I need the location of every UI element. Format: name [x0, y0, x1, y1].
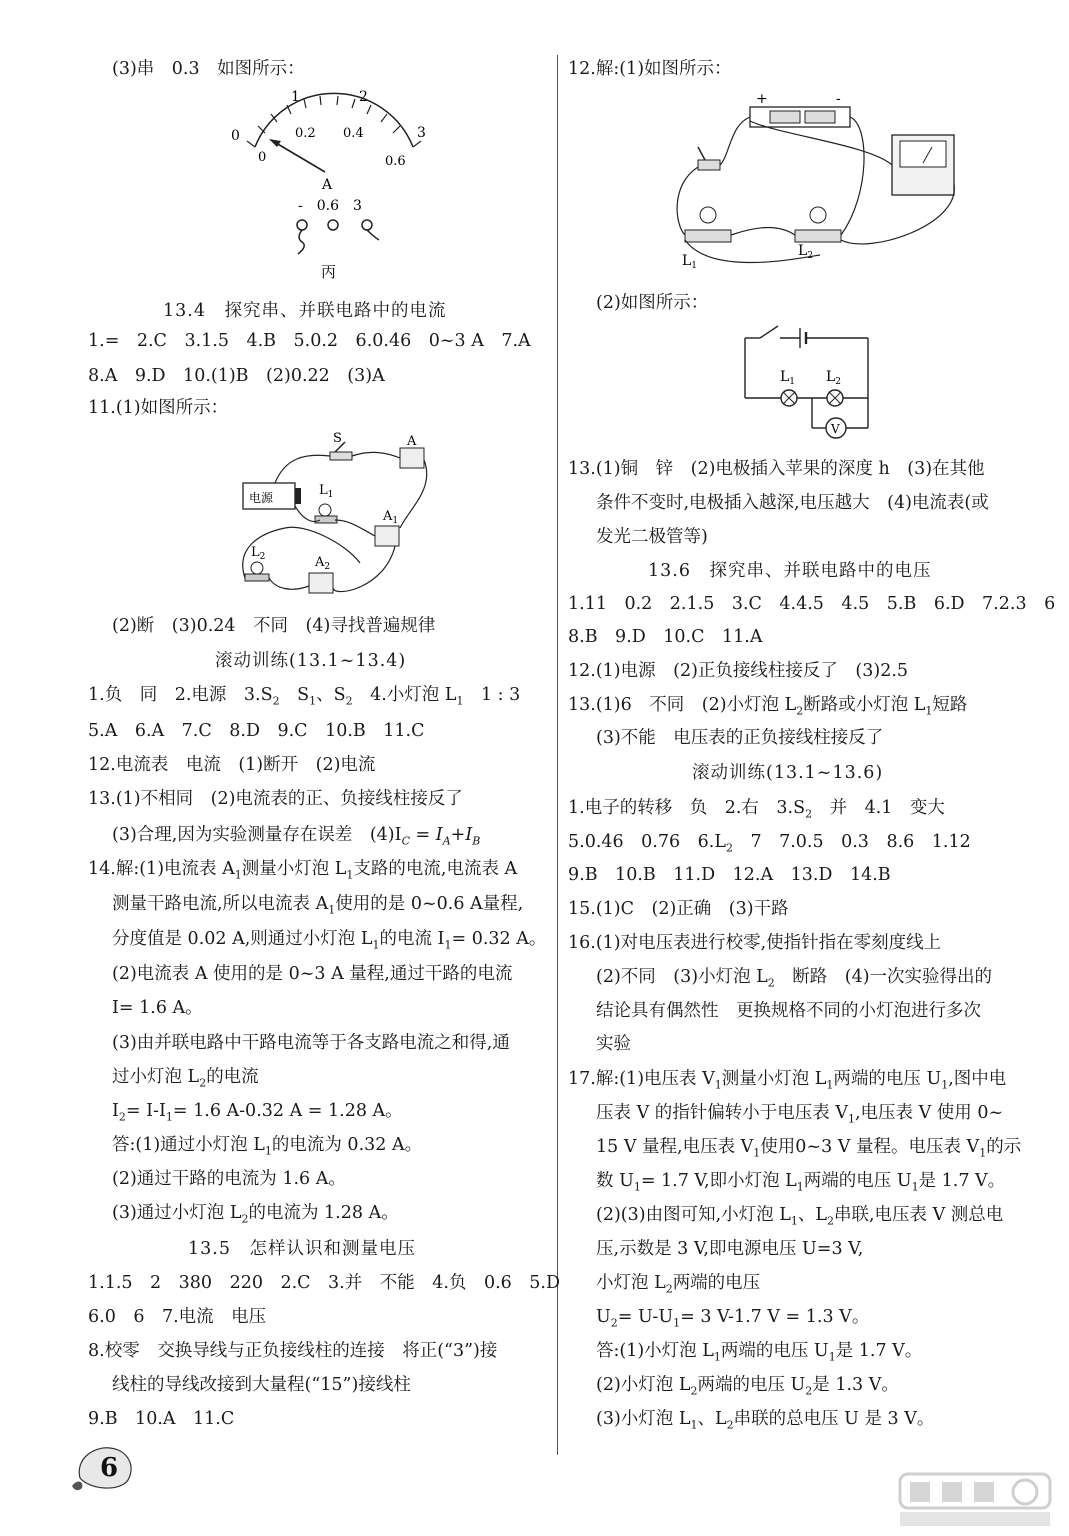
voltmeter-label: V [831, 422, 840, 436]
answer-line: 13.(1)不相同 (2)电流表的正、负接线柱接反了 [88, 789, 463, 809]
answer-line: 压,示数是 3 V,即电源电压 U=3 V, [596, 1239, 864, 1259]
answer-line: (3)由并联电路中干路电流等于各支路电流之和得,通 [112, 1033, 510, 1053]
answer-line: $I_2= I-I_1= 1.6$ A-0.32 A = 1.28 A。 [112, 1101, 403, 1124]
answer-line: 分度值是 0.02 A,则通过小灯泡 $L_1$的电流 $I_1= 0.32$ A。 [112, 929, 547, 952]
switch-label: S [333, 431, 342, 446]
column-divider [557, 55, 558, 1455]
answer-line: 条件不变时,电极插入越深,电压越大 (4)电流表(或 [596, 493, 989, 513]
section-title-13-6: 13.6 探究串、并联电路中的电压 [648, 561, 932, 581]
page-number-badge [70, 1438, 140, 1492]
l2-label: $L_2$ [826, 369, 842, 387]
l1-label: $L_1$ [780, 369, 796, 387]
section-title-13-4: 13.4 探究串、并联电路中的电流 [163, 301, 447, 321]
ammeter-terminals: - 0.6 3 [298, 198, 362, 214]
answer-line: 1.= 2.C 3.1.5 4.B 5.0.2 6.0.46 0~3 A 7.A [88, 331, 531, 351]
answer-line: 实验 [596, 1034, 631, 1054]
answer-line: (2)(3)由图可知,小灯泡 $L_1$、$L_2$串联,电压表 V 测总电 [596, 1205, 1004, 1228]
answer-line: $U_2= U-U_1= 3$ V-1.7 V = 1.3 V。 [596, 1307, 870, 1330]
battery-minus: - [836, 91, 841, 107]
answer-line: 结论具有偶然性 更换规格不同的小灯泡进行多次 [596, 1001, 981, 1021]
answer-line: 数 $U_1= 1.7$ V,即小灯泡 $L_1$两端的电压 $U_1$是 1.7 V。 [596, 1171, 1006, 1194]
answer-line: 答:(1)通过小灯泡 $L_1$的电流为 0.32 A。 [112, 1135, 423, 1158]
answer-line: 1.电子的转移 负 2.右 $3.S_2$ 并 4.1 变大 [568, 798, 945, 821]
answer-line: 线柱的导线改接到大量程(“15”)接线柱 [112, 1375, 411, 1395]
tick-2-top: 2 [359, 89, 368, 105]
answer-line: (2)通过干路的电流为 1.6 A。 [112, 1169, 346, 1189]
tick-0-bottom: 0 [258, 150, 267, 165]
ammeter-unit: A [322, 177, 333, 193]
ammeter-a-label: A [407, 434, 417, 449]
circuit-figure-12 [670, 85, 970, 275]
answer-line: (3)串 0.3 如图所示： [112, 59, 305, 79]
section-title-13-5: 13.5 怎样认识和测量电压 [188, 1239, 416, 1259]
answer-line: (3)小灯泡 $L_1$、$L_2$串联的总电压 U 是 3 V。 [596, 1409, 935, 1432]
answer-line: (3)不能 电压表的正负接线柱接反了 [596, 728, 884, 748]
answer-line: 14.解:(1)电流表 $A_1$测量小灯泡 $L_1$支路的电流,电流表 A [88, 859, 518, 882]
ammeter-a1-label: $A_1$ [383, 509, 399, 526]
answer-line: 9.B 10.A 11.C [88, 1409, 235, 1429]
answer-line: 12.电流表 电流 (1)断开 (2)电流 [88, 755, 376, 775]
answer-line: (2)不同 (3)小灯泡 $L_2$ 断路 (4)一次实验得出的 [596, 967, 993, 990]
tick-02: 0.2 [295, 126, 316, 141]
answer-line: 1.11 0.2 2.1.5 3.C 4.4.5 4.5 5.B 6.D 7.2.3 6 [568, 594, 1056, 614]
answer-line: 6.0 6 7.电流 电压 [88, 1307, 267, 1327]
lamp-l2-label: $L_2$ [251, 545, 266, 562]
answer-line: 17.解:(1)电压表 $V_1$测量小灯泡 $L_1$两端的电压 $U_1$,图中电 [568, 1069, 1007, 1092]
answer-line: 12.(1)电源 (2)正负接线柱接反了 (3)2.5 [568, 661, 909, 681]
answer-line: 8.A 9.D 10.(1)B (2)0.22 (3)A [88, 366, 385, 386]
answer-line: (2)电流表 A 使用的是 0~3 A 量程,通过干路的电流 [112, 964, 513, 984]
answer-line: (2)如图所示： [596, 293, 709, 313]
answer-line: 15.(1)C (2)正确 (3)干路 [568, 899, 789, 919]
page-number: 6 [100, 1453, 119, 1483]
circuit-diagram-12-2 [740, 318, 890, 448]
tick-04: 0.4 [343, 126, 364, 141]
answer-line: (3)通过小灯泡 $L_2$的电流为 1.28 A。 [112, 1203, 399, 1226]
answer-line: 11.(1)如图所示： [88, 398, 229, 418]
lamp-l2-label: $L_2$ [798, 243, 814, 261]
answer-line: 16.(1)对电压表进行校零,使指针指在零刻度线上 [568, 933, 942, 953]
tick-06: 0.6 [385, 154, 406, 169]
answer-line: 12.解:(1)如图所示： [568, 59, 732, 79]
answer-line: I= 1.6 A。 [112, 998, 203, 1018]
answer-line: 发光二极管等) [596, 527, 708, 547]
section-title-review-1: 滚动训练(13.1~13.4) [215, 651, 407, 671]
watermark-logo [880, 1470, 1060, 1532]
answer-line: 5.A 6.A 7.C 8.D 9.C 10.B 11.C [88, 721, 425, 741]
tick-3-top: 3 [417, 125, 426, 141]
ammeter-a2-label: $A_2$ [315, 555, 331, 572]
answer-line: 测量干路电流,所以电流表 $A_1$使用的是 0~0.6 A量程, [112, 894, 524, 917]
answer-line: 8.校零 交换导线与正负接线柱的连接 将正(“3”)接 [88, 1341, 498, 1361]
answer-line: 13.(1)6 不同 (2)小灯泡 $L_2$断路或小灯泡 $L_1$短路 [568, 695, 968, 718]
ammeter-figure [225, 85, 435, 285]
answer-line: 9.B 10.B 11.D 12.A 13.D 14.B [568, 865, 891, 885]
answer-line: (3)合理,因为实验测量存在误差 $(4)I_C = I_A+I_B$ [112, 825, 481, 848]
answer-line: 1.负 同 2.电源 $3.S_2$ $S_1$、$S_2$ 4.小灯泡 $L_1$ 1 : 3 [88, 685, 521, 708]
answer-line: 压表 V 的指针偏转小于电压表 $V_1$,电压表 V 使用 0~ [596, 1103, 1004, 1126]
power-label: 电源 [249, 491, 274, 505]
tick-1-top: 1 [291, 89, 300, 105]
section-title-review-2: 滚动训练(13.1~13.6) [692, 763, 884, 783]
lamp-l1-label: $L_1$ [319, 483, 334, 500]
lamp-l1-label: $L_1$ [682, 253, 698, 271]
answer-line: (2)断 (3)0.24 不同 (4)寻找普遍规律 [112, 616, 436, 636]
answer-line: 过小灯泡 $L_2$的电流 [112, 1067, 259, 1090]
answer-line: 13.(1)铜 锌 (2)电极插入苹果的深度 h (3)在其他 [568, 459, 985, 479]
answer-line: 答:(1)小灯泡 $L_1$两端的电压 $U_1$是 1.7 V。 [596, 1341, 923, 1364]
answer-line: (2)小灯泡 $L_2$两端的电压 $U_2$是 1.3 V。 [596, 1375, 899, 1398]
circuit-figure-11 [235, 428, 445, 608]
battery-plus: + [756, 91, 768, 107]
answer-line: 15 V 量程,电压表 $V_1$使用0~3 V 量程。电压表 $V_1$的示 [596, 1137, 1022, 1160]
answer-line: 小灯泡 $L_2$两端的电压 [596, 1273, 761, 1296]
answer-line: 8.B 9.D 10.C 11.A [568, 627, 763, 647]
tick-0-top: 0 [231, 128, 240, 144]
answer-line: 5.0.46 0.76 $6.L_2$ 7 7.0.5 0.3 8.6 1.12 [568, 832, 971, 855]
ammeter-caption: 丙 [321, 263, 337, 281]
ammeter-needle [271, 140, 325, 172]
answer-line: 1.1.5 2 380 220 2.C 3.并 不能 4.负 0.6 5.D [88, 1273, 561, 1293]
